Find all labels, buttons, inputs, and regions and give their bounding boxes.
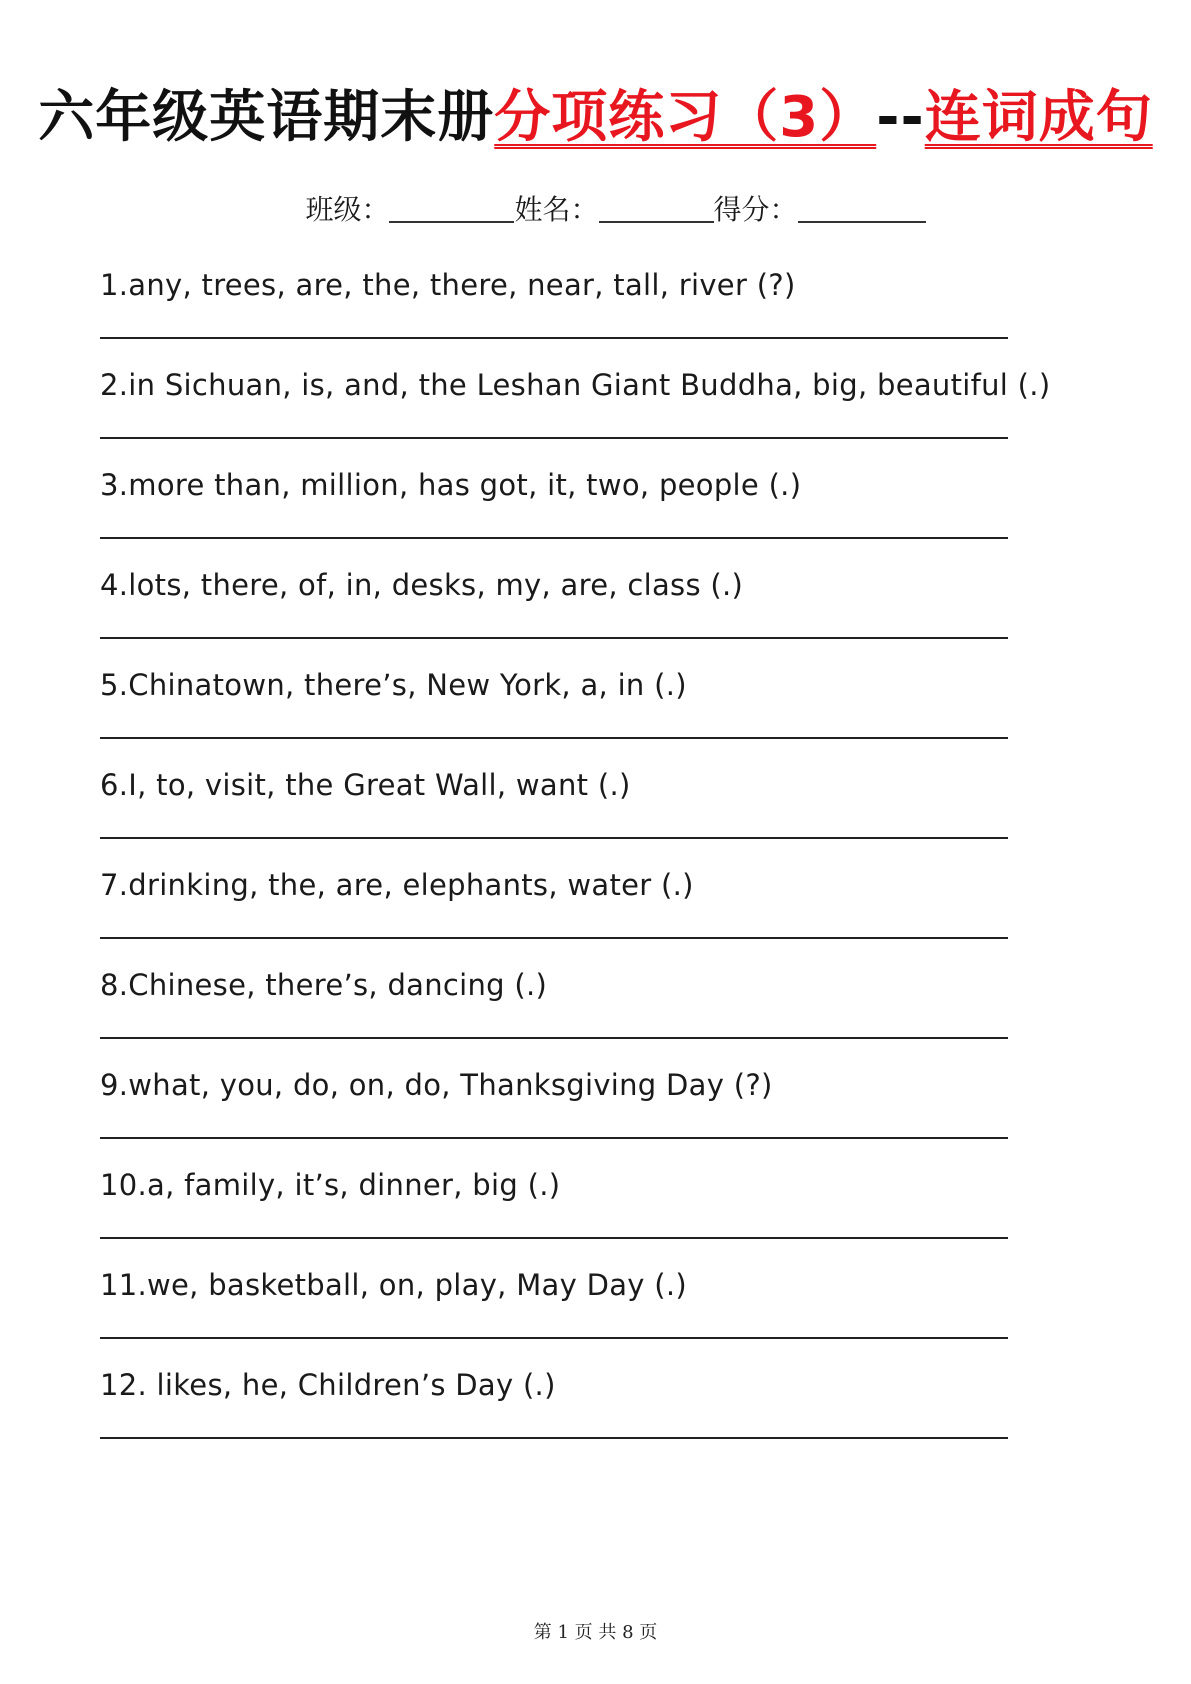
name-blank[interactable] <box>599 193 714 223</box>
name-label: 姓名： <box>514 193 599 226</box>
question-text: 11.we, basketball, on, play, May Day (.) <box>100 1268 688 1302</box>
question-text: 2.in Sichuan, is, and, the Leshan Giant Buddha, big, beautiful (.) <box>100 368 1051 402</box>
question-item <box>100 465 1020 505</box>
page-title <box>0 82 1191 154</box>
page-footer: 第 1 页 共 8 页 <box>533 1622 658 1643</box>
answer-line[interactable] <box>100 537 1008 539</box>
question-text: 7.drinking, the, are, elephants, water (.) <box>100 868 694 902</box>
question-text: 9.what, you, do, on, do, Thanksgiving Day (?) <box>100 1068 773 1102</box>
answer-line[interactable] <box>100 1337 1008 1339</box>
answer-line[interactable] <box>100 1137 1008 1139</box>
answer-line[interactable] <box>100 1037 1008 1039</box>
title-grade: 六年级英语期末册 <box>38 85 495 150</box>
question-text: 6.I, to, visit, the Great Wall, want (.) <box>100 768 631 802</box>
score-blank[interactable] <box>798 193 926 223</box>
answer-line[interactable] <box>100 337 1008 339</box>
answer-line[interactable] <box>100 1237 1008 1239</box>
student-info-row <box>0 190 1191 230</box>
question-text: 5.Chinatown, there’s, New York, a, in (.) <box>100 668 687 702</box>
title-separator: -- <box>876 85 925 150</box>
question-item <box>100 565 1020 605</box>
title-topic: 连词成句 <box>924 85 1153 150</box>
question-text: 12. likes, he, Children’s Day (.) <box>100 1368 556 1402</box>
question-item <box>100 665 1020 705</box>
question-item <box>100 865 1020 905</box>
question-text: 1.any, trees, are, the, there, near, tall, river (?) <box>100 268 796 302</box>
score-label: 得分： <box>713 193 798 226</box>
question-item <box>100 1365 1020 1405</box>
class-label: 班级： <box>305 193 390 226</box>
answer-line[interactable] <box>100 637 1008 639</box>
question-item <box>100 965 1020 1005</box>
question-item <box>100 765 1020 805</box>
question-item <box>100 1165 1020 1205</box>
question-text: 8.Chinese, there’s, dancing (.) <box>100 968 548 1002</box>
question-text: 3.more than, million, has got, it, two, people (.) <box>100 468 802 502</box>
question-text: 4.lots, there, of, in, desks, my, are, class (.) <box>100 568 744 602</box>
question-item <box>100 265 1020 305</box>
question-text: 10.a, family, it’s, dinner, big (.) <box>100 1168 561 1202</box>
answer-line[interactable] <box>100 837 1008 839</box>
title-section: 分项练习（3） <box>494 85 877 150</box>
answer-line[interactable] <box>100 1437 1008 1439</box>
class-blank[interactable] <box>389 193 514 223</box>
answer-line[interactable] <box>100 437 1008 439</box>
answer-line[interactable] <box>100 737 1008 739</box>
answer-line[interactable] <box>100 937 1008 939</box>
question-item <box>100 1265 1020 1305</box>
question-item <box>100 1065 1020 1105</box>
question-item <box>100 365 1051 405</box>
